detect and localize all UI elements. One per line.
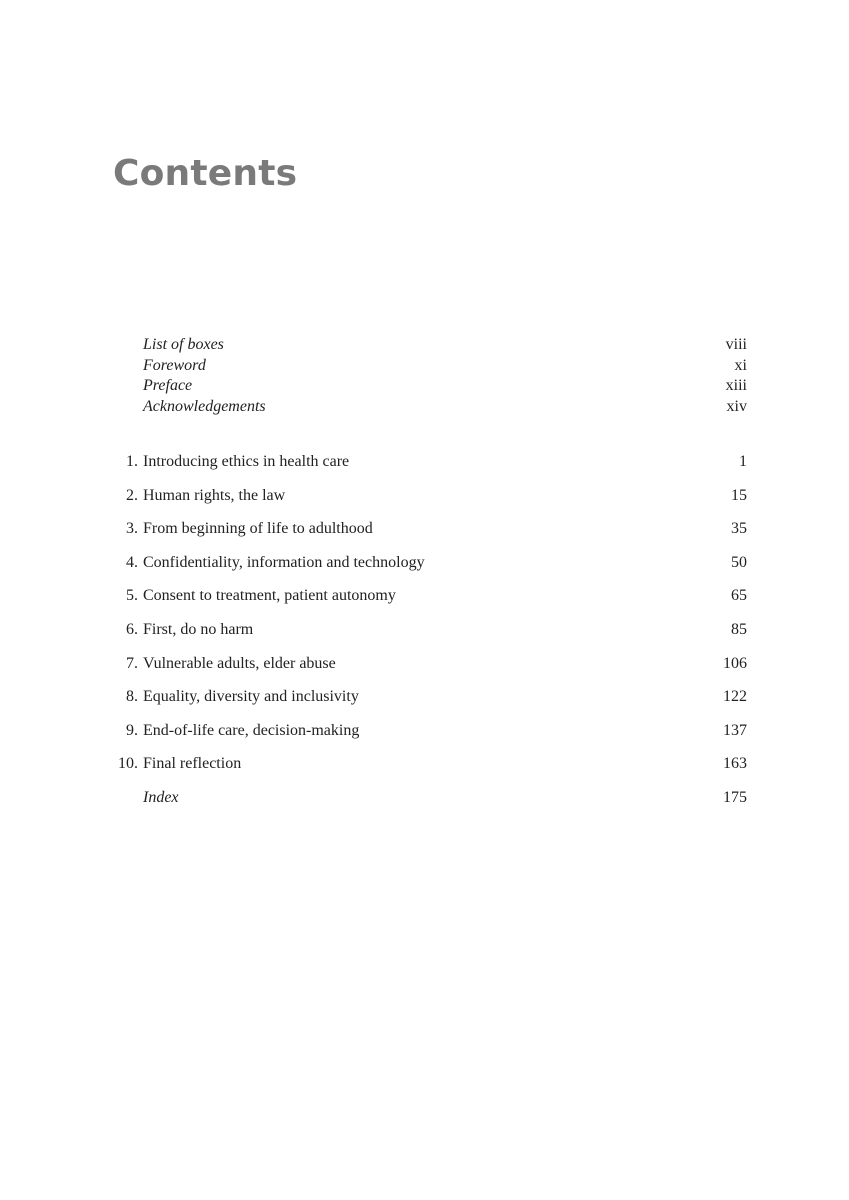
chapter-number-text: 9. <box>126 721 138 739</box>
chapter-page-number: 85 <box>731 620 747 638</box>
chapter-item-6[interactable] <box>100 618 747 652</box>
chapter-item-8[interactable] <box>100 685 747 719</box>
chapter-page-number: 65 <box>731 587 747 605</box>
chapter-item-2[interactable] <box>100 484 747 518</box>
chapter-title: Consent to treatment, patient autonomy <box>143 587 396 605</box>
front-matter-list <box>143 335 747 418</box>
front-matter-page-number: xiv <box>726 398 747 416</box>
chapter-title: From beginning of life to adulthood <box>143 520 373 538</box>
chapter-number-text: 1. <box>126 453 138 470</box>
chapter-title: Introducing ethics in health care <box>143 453 350 470</box>
front-matter-label: Acknowledgements <box>143 398 266 416</box>
index-page-number: 175 <box>723 788 747 806</box>
chapter-item-3[interactable] <box>100 517 747 551</box>
chapter-number <box>100 719 143 743</box>
front-matter-item-list-of-boxes[interactable] <box>143 335 747 356</box>
chapter-number-text: 2. <box>126 486 138 504</box>
chapter-page-number: 137 <box>723 721 747 739</box>
front-matter-page-number: xi <box>734 356 747 374</box>
chapter-title: Vulnerable adults, elder abuse <box>143 654 336 672</box>
front-matter-page-number: viii <box>725 336 747 353</box>
index-label: Index <box>143 788 179 806</box>
chapter-item-5[interactable] <box>100 584 747 618</box>
chapter-page-number: 163 <box>723 755 747 773</box>
chapter-title: Equality, diversity and inclusivity <box>143 688 359 706</box>
chapter-number-text: 5. <box>126 587 138 605</box>
chapter-number <box>100 551 143 575</box>
chapter-page-number: 15 <box>731 486 747 504</box>
chapter-item-1[interactable] <box>100 450 747 484</box>
front-matter-label: List of boxes <box>143 336 224 353</box>
front-matter-item-foreword[interactable] <box>143 356 747 377</box>
index-item[interactable] <box>100 786 747 820</box>
chapter-number-text: 7. <box>126 654 138 672</box>
front-matter-page-number: xiii <box>725 377 747 395</box>
chapter-page-number: 122 <box>723 688 747 706</box>
chapter-page-number: 1 <box>739 453 747 470</box>
chapter-number <box>100 484 143 508</box>
chapter-number <box>100 618 143 642</box>
front-matter-label: Foreword <box>143 356 206 374</box>
chapter-number <box>100 450 143 474</box>
chapter-number <box>100 584 143 608</box>
chapter-number-text: 8. <box>126 688 138 706</box>
chapter-item-4[interactable] <box>100 551 747 585</box>
chapter-list <box>100 450 747 820</box>
chapter-number-text: 6. <box>126 620 138 638</box>
chapter-page-number: 50 <box>731 553 747 571</box>
chapter-item-7[interactable] <box>100 652 747 686</box>
front-matter-label: Preface <box>143 377 193 395</box>
front-matter-item-preface[interactable] <box>143 376 747 397</box>
chapter-number <box>100 652 143 676</box>
chapter-title: Confidentiality, information and technology <box>143 553 425 571</box>
chapter-item-9[interactable] <box>100 719 747 753</box>
chapter-page-number: 35 <box>731 520 747 538</box>
page-title: Contents <box>113 153 298 194</box>
chapter-number <box>100 685 143 709</box>
chapter-title: Final reflection <box>143 755 242 773</box>
chapter-number <box>100 517 143 541</box>
chapter-number-text: 3. <box>126 520 138 538</box>
chapter-page-number: 106 <box>723 654 747 672</box>
chapter-title: End-of-life care, decision-making <box>143 721 360 739</box>
chapter-title: Human rights, the law <box>143 486 286 504</box>
chapter-number-text: 10. <box>118 755 138 773</box>
chapter-title: First, do no harm <box>143 620 254 638</box>
chapter-number-text: 4. <box>126 553 138 571</box>
chapter-item-10[interactable] <box>100 752 747 786</box>
chapter-number <box>100 752 143 776</box>
front-matter-item-acknowledgements[interactable] <box>143 397 747 418</box>
